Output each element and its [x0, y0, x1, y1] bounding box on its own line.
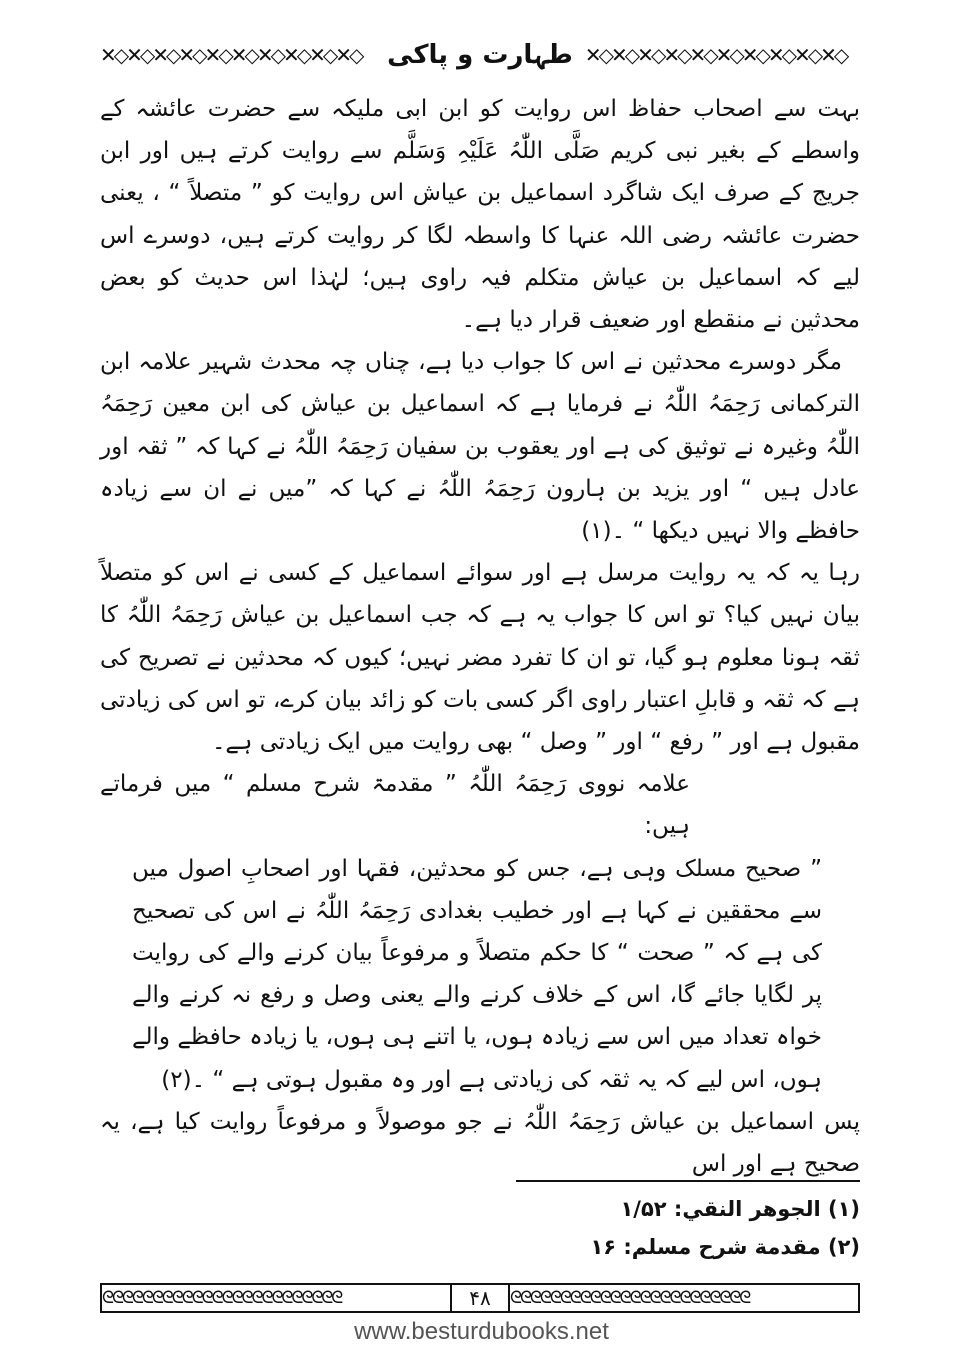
- quote-intro: علامہ نووی رَحِمَہُ اللّٰہُ ” مقدمۃ شرح مسلم “ میں فرماتے ہیں:: [100, 771, 690, 840]
- paragraph-1: بہت سے اصحاب حفاظ اس روایت کو ابن ابی ملیکہ سے حضرت عائشہ کے واسطے کے بغیر نبی کریم صَلَّی اللّٰہُ عَلَیْہِ وَسَلَّم سے روایت کرتے ہیں اور ابن جریج کے صرف ایک شاگرد اسماعیل بن عیاش اس روایت کو ” متصلاً “ ، یعنی حضرت عائشہ رضی اللہ عنہا کا واسطہ لگا کر روایت کرتے ہیں، دوسرے اس لیے کہ اسماعیل بن عیاش متکلم فیہ راوی ہیں؛ لہٰذا اس حدیث کو بعض محدثین نے منقطع اور ضعیف قرار دیا ہے۔: [100, 96, 860, 334]
- block-quote: ” صحیح مسلک وہی ہے، جس کو محدثین، فقہا اور اصحابِ اصول میں سے محققین نے کہا ہے اور خطیب بغدادی رَحِمَہُ اللّٰہُ نے اس کی تصحیح کی ہے کہ ” صحت “ کا حکم متصلاً و مرفوعاً بیان کرنے والے کی روایت پر لگایا جائے گا، اس کے خلاف کرنے والے یعنی وصل و رفع نہ کرنے والے خواہ تعداد میں اس سے زیادہ ہوں، یا اتنے ہی ہوں، یا زیادہ حافظے والے ہوں، اس لیے کہ یہ ثقہ کی زیادتی ہے اور وہ مقبول ہوتی ہے “ ۔(۲): [132, 855, 822, 1093]
- closing-line: پس اسماعیل بن عیاش رَحِمَہُ اللّٰہُ نے جو موصولاً و مرفوعاً روایت کیا ہے، یہ صحیح ہے اور اس: [100, 1108, 860, 1178]
- page-footer: [100, 1283, 860, 1313]
- footnote-2: (۲) مقدمة شرح مسلم: ۱۶: [590, 1235, 860, 1259]
- website-watermark: www.besturdubooks.net: [354, 1318, 609, 1345]
- footnote-divider: [516, 1180, 860, 1182]
- footer-ornament-right: ᘓᘓᘓᘓᘓᘓᘓᘓᘓᘓᘓᘓᘓᘓᘓᘓᘓᘓᘓᘓᘓᘓᘓᘓ: [510, 1288, 750, 1308]
- paragraph-3: رہا یہ کہ یہ روایت مرسل ہے اور سوائے اسماعیل کے کسی نے اس کو متصلاً بیان نہیں کیا؟ تو اس کا جواب یہ ہے کہ جب اسماعیل بن عیاش رَحِمَہُ اللّٰہُ کا ثقہ ہونا معلوم ہو گیا، تو ان کا تفرد مضر نہیں؛ کیوں کہ محدثین نے تصریح کی ہے کہ ثقہ و قابلِ اعتبار راوی اگر کسی بات کو زائد بیان کرے، تو اس کی زیادتی مقبول ہے اور ” رفع “ اور ” وصل “ بھی روایت میں ایک زیادتی ہے۔: [100, 560, 860, 756]
- header-ornament-left: ✕◇✕◇✕◇✕◇✕◇✕◇✕◇✕◇✕◇✕◇: [100, 44, 362, 66]
- footnotes: [420, 1190, 860, 1266]
- footnote-1: (۱) الجوهر النقي: ۱/۵۲: [620, 1197, 860, 1221]
- page-number: ۴۸: [450, 1285, 510, 1311]
- page-header: [100, 38, 860, 72]
- paragraph-2: مگر دوسرے محدثین نے اس کا جواب دیا ہے، چناں چہ محدث شہیر علامہ ابن الترکمانی رَحِمَہُ اللّٰہُ نے فرمایا ہے کہ اسماعیل بن عیاش کی ابن معین رَحِمَہُ اللّٰہُ وغیرہ نے توثیق کی ہے اور یعقوب بن سفیان رَحِمَہُ اللّٰہُ نے کہا کہ ” ثقہ اور عادل ہیں “ اور یزید بن ہارون رَحِمَہُ اللّٰہُ نے کہا کہ ”میں نے ان سے زیادہ حافظے والا نہیں دیکھا “ ۔(۱): [100, 349, 860, 545]
- footer-ornament-left: ᘓᘓᘓᘓᘓᘓᘓᘓᘓᘓᘓᘓᘓᘓᘓᘓᘓᘓᘓᘓᘓᘓᘓᘓ: [102, 1288, 342, 1308]
- running-title: طہارت و پاکی: [387, 40, 573, 70]
- main-text: [100, 88, 860, 1185]
- header-ornament-right: ✕◇✕◇✕◇✕◇✕◇✕◇✕◇✕◇✕◇✕◇: [584, 44, 847, 66]
